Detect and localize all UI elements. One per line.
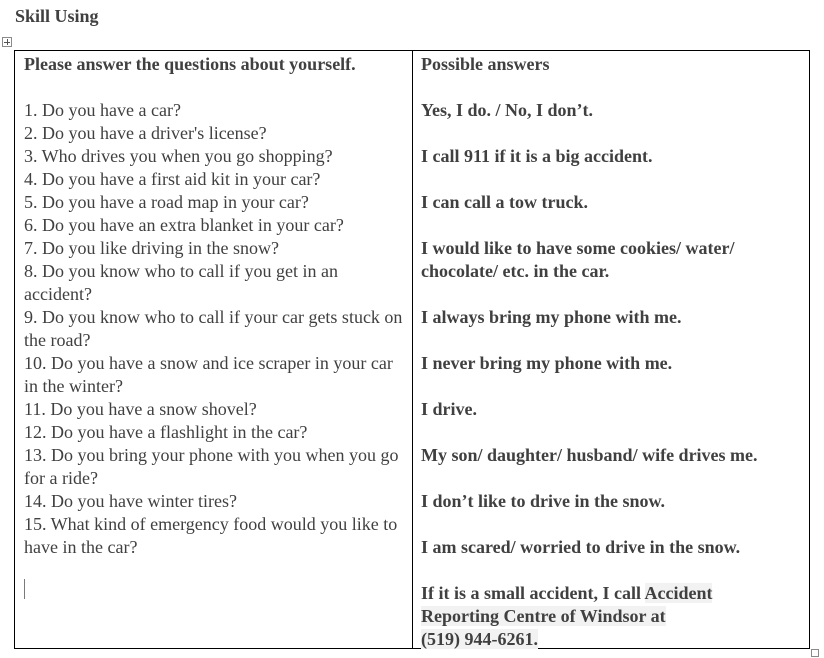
answers-cell[interactable] (421, 51, 806, 651)
answer-item: I always bring my phone with me. (421, 307, 682, 327)
accident-org-line2: Reporting Centre of Windsor at (421, 606, 666, 626)
small-accident-prefix: If it is a small accident, I call (421, 583, 645, 603)
questions-cell[interactable] (24, 51, 406, 559)
answer-item: I can call a tow truck. (421, 192, 588, 212)
answer-item: I call 911 if it is a big accident. (421, 146, 653, 166)
answer-item: Yes, I do. / No, I don’t. (421, 100, 594, 120)
answers-list (421, 99, 806, 651)
table-resize-handle[interactable] (811, 649, 819, 657)
question-item: 3. Who drives you when you go shopping? (24, 146, 333, 166)
questions-header: Please answer the questions about yourself. (24, 54, 356, 74)
question-item: 8. Do you know who to call if you get in an accident? (24, 261, 338, 304)
question-item: 6. Do you have an extra blanket in your car? (24, 215, 344, 235)
question-item: 9. Do you know who to call if your car gets stuck on the road? (24, 307, 403, 350)
table-move-handle-icon[interactable] (2, 37, 12, 47)
question-item: 14. Do you have winter tires? (24, 491, 237, 511)
question-item: 4. Do you have a first aid kit in your car? (24, 169, 321, 189)
answer-item: I don’t like to drive in the snow. (421, 491, 666, 511)
text-cursor (24, 579, 25, 599)
answer-item: I drive. (421, 399, 477, 419)
answer-item: I would like to have some cookies/ water/ chocolate/ etc. in the car. (421, 238, 735, 281)
answer-item: My son/ daughter/ husband/ wife drives me. (421, 445, 758, 465)
question-item: 1. Do you have a car? (24, 100, 181, 120)
answers-header: Possible answers (421, 54, 550, 74)
question-item: 7. Do you like driving in the snow? (24, 238, 279, 258)
question-item: 10. Do you have a snow and ice scraper in your car in the winter? (24, 353, 393, 396)
answer-item: I never bring my phone with me. (421, 353, 673, 373)
qa-table (14, 50, 810, 649)
question-item: 5. Do you have a road map in your car? (24, 192, 309, 212)
question-item: 12. Do you have a flashlight in the car? (24, 422, 308, 442)
question-item: 13. Do you bring your phone with you when you go for a ride? (24, 445, 399, 488)
question-item: 15. What kind of emergency food would you like to have in the car? (24, 514, 398, 557)
answer-item-small-accident (421, 582, 806, 651)
accident-org-line1: Accident (644, 583, 713, 603)
document-heading: Skill Using (15, 6, 99, 26)
question-item: 11. Do you have a snow shovel? (24, 399, 257, 419)
accident-phone: (519) 944-6261. (421, 629, 538, 649)
column-divider (412, 51, 413, 648)
answer-item: I am scared/ worried to drive in the snow. (421, 537, 741, 557)
questions-list (24, 99, 406, 559)
question-item: 2. Do you have a driver's license? (24, 123, 267, 143)
